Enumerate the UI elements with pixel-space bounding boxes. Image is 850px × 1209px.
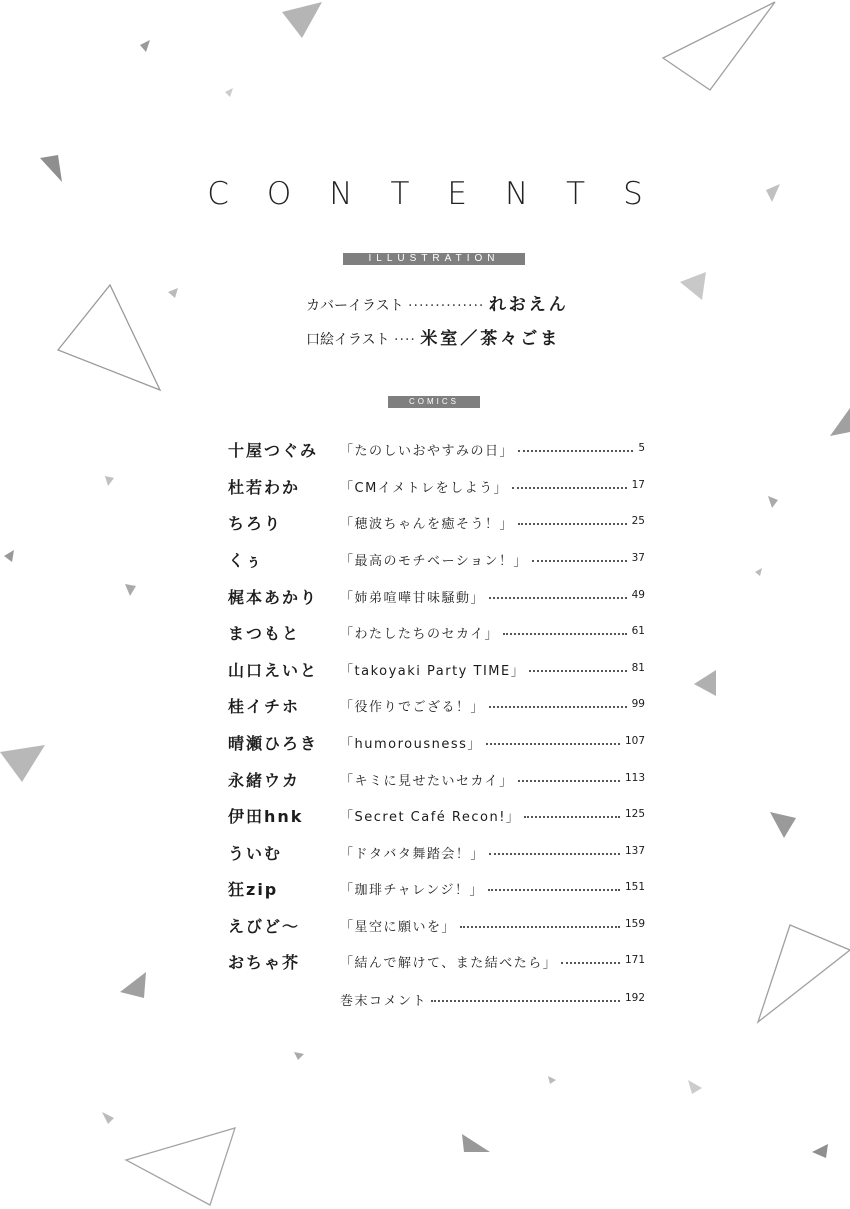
toc-author: 十屋つぐみ [228, 441, 319, 460]
leader-dots [431, 1000, 620, 1002]
toc-title: 「珈琲チャレンジ！」 [340, 883, 484, 898]
toc-title: 「最高のモチベーション！」 [340, 554, 528, 569]
toc-author: えびど～ [228, 917, 301, 936]
toc-row [228, 804, 648, 828]
filled-triangle [168, 288, 178, 298]
toc-author: ちろり [228, 514, 283, 533]
toc-row [228, 548, 648, 572]
toc-page-number: 107 [624, 735, 645, 747]
comics-tag: COMICS [388, 396, 480, 408]
toc-author: 山口えいと [228, 661, 319, 680]
filled-triangle [282, 2, 322, 38]
filled-triangle [102, 1112, 114, 1124]
toc-author: 杜若わか [228, 478, 301, 497]
toc-title: 「姉弟喧嘩甘味騒動」 [340, 591, 486, 606]
leader-dots [524, 816, 620, 818]
toc-page-number: 192 [624, 992, 645, 1004]
leader-dots [561, 962, 620, 964]
toc-page-number: 37 [631, 552, 645, 564]
illustration-label: 口絵イラスト [306, 332, 390, 348]
leader-dots [532, 560, 627, 562]
toc-title: 「CMイメトレをしよう」 [340, 481, 509, 496]
filled-triangle [548, 1076, 556, 1084]
leader-dots [460, 926, 620, 928]
toc-row [228, 438, 648, 462]
leader-dots: ···· [394, 332, 416, 348]
toc-row [228, 768, 648, 792]
leader-dots [518, 523, 627, 525]
illustration-artist: 米室／茶々ごま [420, 329, 561, 349]
toc-page-number: 137 [624, 845, 645, 857]
leader-dots [488, 889, 620, 891]
toc-author: 梶本あかり [228, 588, 319, 607]
leader-dots [518, 450, 633, 452]
toc-title: 「わたしたちのセカイ」 [340, 627, 500, 642]
filled-triangle [830, 408, 850, 436]
illustration-tag: ILLUSTRATION [343, 253, 525, 265]
filled-triangle [120, 972, 146, 998]
filled-triangle [694, 670, 716, 696]
toc-page-number: 125 [624, 808, 645, 820]
leader-dots [529, 670, 627, 672]
toc-row [228, 988, 648, 1012]
leader-dots [486, 743, 620, 745]
filled-triangle [680, 272, 706, 300]
toc-author: まつもと [228, 624, 301, 643]
illustration-artist: れおえん [488, 295, 569, 315]
toc-page-number: 151 [624, 881, 645, 893]
toc-page-number: 25 [631, 515, 645, 527]
toc-title: 「takoyaki Party TIME」 [340, 664, 526, 679]
toc-row [228, 914, 648, 938]
outline-triangle [58, 285, 160, 390]
toc-author: くぅ [228, 551, 264, 570]
toc-page-number: 99 [631, 698, 645, 710]
toc-row [228, 841, 648, 865]
illustration-row-cover [306, 290, 569, 315]
filled-triangle [294, 1052, 304, 1060]
toc-title: 「穂波ちゃんを癒そう！」 [340, 517, 515, 532]
filled-triangle [688, 1080, 702, 1094]
toc-author: おちゃ芥 [228, 953, 301, 972]
filled-triangle [225, 88, 233, 97]
toc-author: 伊田hnk [228, 807, 304, 826]
toc-page-number: 5 [638, 442, 645, 454]
toc-author: 狂zip [228, 880, 279, 899]
toc-page-number: 113 [624, 772, 645, 784]
toc-author: 晴瀬ひろき [228, 734, 319, 753]
toc-author: 永緒ウカ [228, 771, 301, 790]
toc-page-number: 61 [631, 625, 645, 637]
contents-title: CONTENTS [207, 176, 681, 212]
leader-dots [518, 780, 620, 782]
leader-dots [489, 853, 620, 855]
toc-author: ういむ [228, 844, 283, 863]
outline-triangle [663, 2, 775, 90]
toc-title: 「たのしいおやすみの日」 [340, 444, 515, 459]
toc-title: 「役作りでござる！」 [340, 700, 486, 715]
toc-title: 「humorousness」 [340, 737, 482, 752]
filled-triangle [770, 812, 796, 838]
leader-dots [489, 597, 627, 599]
toc-row [228, 621, 648, 645]
toc-row [228, 950, 648, 974]
toc-title: 「Secret Café Recon!」 [340, 810, 521, 825]
toc-row [228, 877, 648, 901]
filled-triangle [0, 745, 45, 782]
filled-triangle [105, 476, 114, 486]
toc-page-number: 49 [631, 589, 645, 601]
toc-title: 「星空に願いを」 [340, 920, 457, 935]
toc-title: 「結んで解けて、また結べたら」 [340, 956, 558, 971]
leader-dots [489, 706, 627, 708]
toc-row [228, 658, 648, 682]
filled-triangle [462, 1134, 490, 1152]
toc-row [228, 694, 648, 718]
leader-dots: ·············· [408, 298, 485, 314]
toc-page-number: 171 [624, 954, 645, 966]
toc-row [228, 511, 648, 535]
filled-triangle [812, 1144, 828, 1158]
toc-row [228, 731, 648, 755]
outline-triangle [758, 925, 850, 1022]
toc-row [228, 585, 648, 609]
filled-triangle [755, 568, 762, 576]
toc-page-number: 159 [624, 918, 645, 930]
illustration-row-frontispiece [306, 324, 560, 349]
leader-dots [512, 487, 627, 489]
filled-triangle [4, 550, 14, 562]
toc-page-number: 81 [631, 662, 645, 674]
filled-triangle [768, 496, 778, 508]
toc-page-number: 17 [631, 479, 645, 491]
filled-triangle [140, 40, 150, 52]
toc-author: 桂イチホ [228, 697, 301, 716]
filled-triangle [125, 584, 136, 596]
outline-triangle [126, 1128, 235, 1205]
toc-row [228, 475, 648, 499]
toc-title: 「ドタバタ舞踏会！」 [340, 847, 485, 862]
toc-title: 巻末コメント [340, 994, 428, 1009]
leader-dots [503, 633, 627, 635]
illustration-label: カバーイラスト [306, 298, 404, 314]
toc-title: 「キミに見せたいセカイ」 [340, 774, 514, 789]
